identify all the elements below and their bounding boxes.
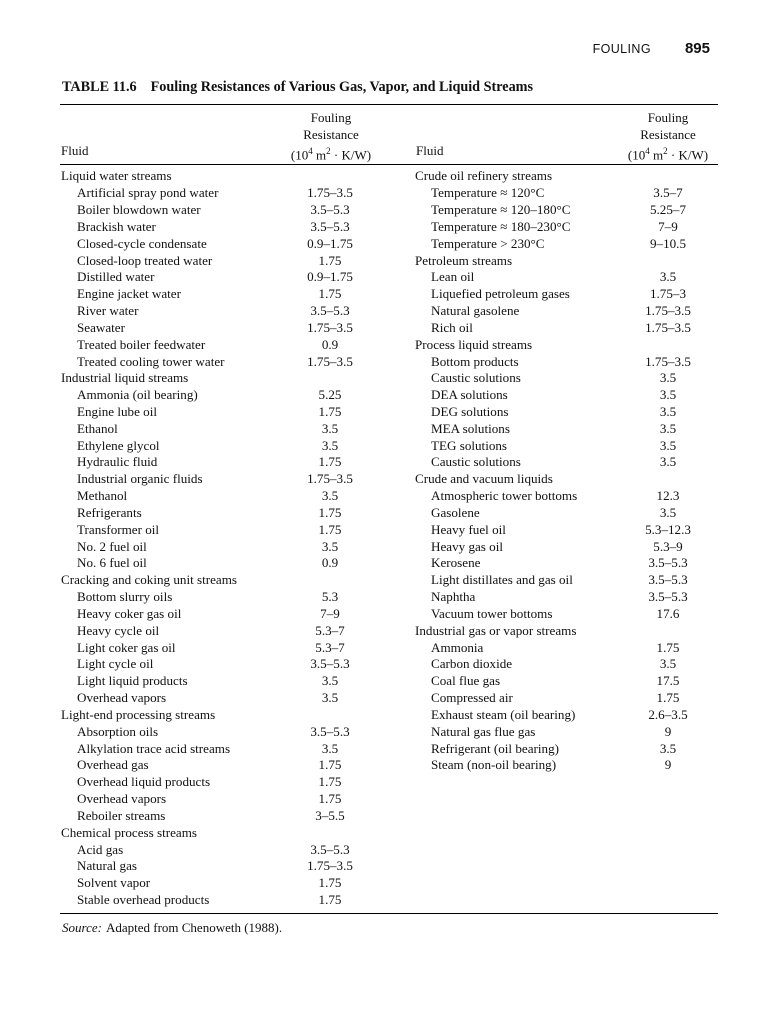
table-row bbox=[61, 286, 381, 303]
resistance-header-line1: Fouling bbox=[310, 110, 352, 125]
table-group-row bbox=[61, 370, 381, 387]
table-caption bbox=[62, 79, 710, 96]
table-row bbox=[61, 319, 381, 336]
table-row bbox=[61, 235, 381, 252]
page-number: 895 bbox=[684, 40, 710, 57]
table-row bbox=[61, 690, 381, 707]
left-column bbox=[61, 168, 381, 908]
fluid-name: Closed-cycle condensate bbox=[77, 235, 207, 251]
table-row bbox=[61, 505, 381, 522]
table-row bbox=[61, 757, 381, 774]
fluid-name: Carbon dioxide bbox=[431, 656, 513, 672]
table-row bbox=[415, 656, 720, 673]
fluid-name: Heavy gas oil bbox=[431, 538, 503, 554]
fluid-name: Coal flue gas bbox=[431, 673, 501, 689]
fouling-resistance-value: 0.9–1.75 bbox=[307, 235, 353, 251]
table-row bbox=[415, 185, 720, 202]
fluid-name: Solvent vapor bbox=[77, 875, 151, 891]
fluid-name: DEA solutions bbox=[431, 387, 508, 403]
table-row bbox=[415, 673, 720, 690]
table-group-row bbox=[415, 622, 720, 639]
table-row bbox=[415, 488, 720, 505]
fouling-resistance-value: 1.75 bbox=[656, 690, 680, 706]
fouling-resistance-value: 5.3–7 bbox=[315, 622, 345, 638]
fluid-name: Light cycle oil bbox=[77, 656, 154, 672]
table-row bbox=[415, 707, 720, 724]
fluid-name: Exhaust steam (oil bearing) bbox=[431, 706, 576, 722]
table-row bbox=[61, 202, 381, 219]
table-row bbox=[61, 875, 381, 892]
fouling-resistance-value: 1.75–3 bbox=[649, 286, 686, 302]
fouling-resistance-value: 1.75–3.5 bbox=[307, 353, 353, 369]
table-row bbox=[415, 303, 720, 320]
fouling-resistance-value: 1.75–3.5 bbox=[307, 471, 353, 487]
table-row bbox=[61, 303, 381, 320]
source-label: Source: bbox=[62, 920, 102, 935]
fouling-resistance-value: 1.75 bbox=[318, 404, 342, 419]
fluid-name: Temperature ≈ 120–180°C bbox=[431, 202, 571, 218]
fouling-resistance-value: 3.5 bbox=[321, 420, 339, 436]
fouling-resistance-value: 3.5 bbox=[321, 538, 339, 554]
resistance-header-right bbox=[613, 110, 723, 164]
fouling-resistance-value: 3.5–7 bbox=[653, 185, 683, 201]
fluid-name: Heavy fuel oil bbox=[431, 521, 506, 537]
table-row bbox=[61, 185, 381, 202]
table-row bbox=[61, 437, 381, 454]
fouling-resistance-value: 3.5–5.3 bbox=[310, 218, 350, 234]
fluid-name: Overhead vapors bbox=[77, 690, 167, 706]
table-row bbox=[61, 622, 381, 639]
table-row bbox=[61, 791, 381, 808]
fouling-resistance-value: 3.5 bbox=[659, 437, 677, 453]
fluid-name: Closed-loop treated water bbox=[77, 252, 213, 268]
fouling-resistance-value: 5.25–7 bbox=[649, 202, 686, 218]
fouling-resistance-value: 17.5 bbox=[656, 673, 680, 689]
fluid-name: Steam (non-oil bearing) bbox=[431, 757, 557, 773]
fouling-resistance-value: 3.5 bbox=[321, 740, 339, 756]
table-row bbox=[415, 505, 720, 522]
fluid-name: Lean oil bbox=[431, 269, 475, 285]
fouling-resistance-value: 0.9–1.75 bbox=[307, 269, 353, 285]
fluid-name: TEG solutions bbox=[431, 437, 508, 453]
table-row bbox=[415, 572, 720, 589]
fluid-name: Brackish water bbox=[77, 218, 156, 234]
fouling-resistance-value: 1.75 bbox=[318, 774, 342, 790]
table-row bbox=[61, 892, 381, 909]
fluid-name: Light-end processing streams bbox=[61, 706, 216, 722]
fouling-resistance-value: 7–9 bbox=[658, 218, 678, 234]
fluid-name: Natural gas bbox=[77, 858, 137, 874]
table-row bbox=[61, 269, 381, 286]
table-row bbox=[415, 521, 720, 538]
fluid-name: Cracking and coking unit streams bbox=[61, 572, 237, 588]
table-row bbox=[415, 690, 720, 707]
fluid-name: Industrial liquid streams bbox=[61, 370, 189, 386]
fouling-resistance-value: 3.5 bbox=[659, 370, 677, 386]
table-row bbox=[415, 437, 720, 454]
fouling-resistance-value: 1.75 bbox=[318, 757, 342, 773]
fluid-name: Ethylene glycol bbox=[77, 437, 160, 453]
fouling-resistance-value: 3.5–5.3 bbox=[310, 202, 350, 218]
fouling-resistance-value: 9–10.5 bbox=[649, 235, 686, 251]
fluid-name: Industrial organic fluids bbox=[77, 471, 203, 487]
fluid-name: Caustic solutions bbox=[431, 370, 521, 386]
fluid-name: Seawater bbox=[77, 319, 125, 335]
fouling-resistance-value: 5.25 bbox=[318, 387, 342, 403]
table-group-row bbox=[61, 168, 381, 185]
bottom-rule bbox=[60, 913, 718, 914]
table-row bbox=[415, 723, 720, 740]
fouling-resistance-value: 1.75 bbox=[318, 454, 342, 470]
source-note bbox=[62, 920, 282, 936]
table-number: TABLE 11.6 bbox=[62, 79, 137, 95]
table-row bbox=[415, 404, 720, 421]
table-row bbox=[415, 589, 720, 606]
fouling-resistance-value: 9 bbox=[664, 757, 672, 773]
table-row bbox=[61, 454, 381, 471]
fouling-resistance-value: 2.6–3.5 bbox=[648, 706, 688, 722]
resistance-header-left bbox=[276, 110, 386, 164]
fluid-name: Light liquid products bbox=[77, 673, 188, 689]
fouling-resistance-value: 1.75–3.5 bbox=[307, 858, 353, 874]
fluid-name: No. 2 fuel oil bbox=[77, 538, 147, 554]
fluid-name: Light coker gas oil bbox=[77, 639, 176, 655]
fluid-name: Gasolene bbox=[431, 504, 480, 520]
fouling-resistance-value: 3.5 bbox=[659, 404, 677, 419]
fluid-name: Liquefied petroleum gases bbox=[431, 286, 570, 302]
table-group-row bbox=[415, 168, 720, 185]
table-row bbox=[415, 370, 720, 387]
fluid-name: No. 6 fuel oil bbox=[77, 555, 147, 571]
fouling-resistance-value: 1.75–3.5 bbox=[645, 353, 691, 369]
table-row bbox=[415, 555, 720, 572]
fluid-name: Ethanol bbox=[77, 420, 118, 436]
fouling-resistance-value: 3.5–5.3 bbox=[310, 841, 350, 857]
fouling-resistance-value: 1.75 bbox=[318, 286, 342, 302]
fouling-resistance-value: 5.3 bbox=[321, 589, 339, 605]
fouling-resistance-value: 1.75 bbox=[318, 521, 342, 537]
table-title: Fouling Resistances of Various Gas, Vapor, and Liquid Streams bbox=[150, 79, 534, 95]
fluid-name: Industrial gas or vapor streams bbox=[415, 622, 577, 638]
table-group-row bbox=[415, 336, 720, 353]
fouling-resistance-value: 1.75–3.5 bbox=[307, 319, 353, 335]
fluid-name: Bottom slurry oils bbox=[77, 589, 173, 605]
fluid-name: Alkylation trace acid streams bbox=[77, 740, 231, 756]
table-row bbox=[61, 589, 381, 606]
right-column bbox=[415, 168, 720, 774]
fluid-name: Light distillates and gas oil bbox=[431, 572, 573, 588]
table-row bbox=[61, 673, 381, 690]
column-headers bbox=[0, 110, 768, 162]
fouling-resistance-value: 3.5 bbox=[659, 740, 677, 756]
fouling-resistance-value: 5.3–12.3 bbox=[645, 521, 691, 537]
table-group-row bbox=[61, 824, 381, 841]
fouling-resistance-value: 3.5–5.3 bbox=[310, 656, 350, 672]
resistance-header-units: ($10^4$ $m^2 \cdot K/W$) bbox=[290, 146, 372, 163]
fluid-name: Crude and vacuum liquids bbox=[415, 471, 553, 487]
source-text: Adapted from Chenoweth (1988). bbox=[105, 920, 283, 935]
fouling-resistance-value: 3.5 bbox=[659, 454, 677, 470]
table-row bbox=[61, 252, 381, 269]
resistance-header-line2: Resistance bbox=[303, 126, 359, 142]
running-head-section: FOULING bbox=[592, 42, 651, 56]
fluid-header-right: Fluid bbox=[416, 142, 444, 158]
table-row bbox=[61, 471, 381, 488]
fouling-resistance-value: 1.75 bbox=[318, 875, 342, 891]
resistance-header-line2: Resistance bbox=[640, 126, 696, 142]
fluid-name: Transformer oil bbox=[77, 521, 160, 537]
table-row bbox=[61, 488, 381, 505]
table-row bbox=[415, 319, 720, 336]
table-row bbox=[61, 404, 381, 421]
fluid-name: Refrigerants bbox=[77, 504, 142, 520]
fluid-name: Absorption oils bbox=[77, 723, 159, 739]
fouling-resistance-value: 3.5 bbox=[659, 420, 677, 436]
table-row bbox=[61, 353, 381, 370]
table-row bbox=[61, 774, 381, 791]
table-row bbox=[415, 538, 720, 555]
table-group-row bbox=[415, 252, 720, 269]
fouling-resistance-value: 1.75 bbox=[656, 639, 680, 655]
fluid-name: Refrigerant (oil bearing) bbox=[431, 740, 559, 756]
table-row bbox=[415, 202, 720, 219]
fouling-resistance-value: 17.6 bbox=[656, 605, 680, 621]
table-row bbox=[61, 606, 381, 623]
fluid-name: Process liquid streams bbox=[415, 336, 533, 352]
table-row bbox=[61, 656, 381, 673]
table-row bbox=[61, 420, 381, 437]
fouling-resistance-value: 0.9 bbox=[321, 555, 339, 571]
fluid-name: Overhead liquid products bbox=[77, 774, 211, 790]
top-rule bbox=[60, 104, 718, 105]
fluid-name: Petroleum streams bbox=[415, 252, 513, 268]
fouling-resistance-value: 3.5–5.3 bbox=[310, 723, 350, 739]
fluid-name: Stable overhead products bbox=[77, 892, 210, 908]
fouling-resistance-value: 3.5–5.3 bbox=[648, 572, 688, 588]
fluid-name: Acid gas bbox=[77, 841, 124, 857]
table-group-row bbox=[415, 471, 720, 488]
fouling-resistance-value: 9 bbox=[664, 723, 672, 739]
resistance-header-units: ($10^4$ $m^2 \cdot K/W$) bbox=[627, 146, 709, 163]
table-row bbox=[61, 858, 381, 875]
table-row bbox=[61, 807, 381, 824]
fluid-header-left: Fluid bbox=[61, 142, 89, 158]
fluid-name: Temperature > 230°C bbox=[431, 235, 545, 251]
fluid-name: Atmospheric tower bottoms bbox=[431, 488, 578, 504]
running-head bbox=[60, 40, 710, 57]
fouling-resistance-value: 3.5–5.3 bbox=[648, 555, 688, 571]
fluid-name: Kerosene bbox=[431, 555, 481, 571]
fouling-resistance-value: 1.75 bbox=[318, 252, 342, 268]
fouling-resistance-value: 3.5 bbox=[321, 690, 339, 706]
table-row bbox=[415, 235, 720, 252]
fouling-resistance-value: 3.5 bbox=[659, 504, 677, 520]
fluid-name: Engine jacket water bbox=[77, 286, 181, 302]
fouling-resistance-value: 3.5 bbox=[321, 488, 339, 504]
fluid-name: Heavy coker gas oil bbox=[77, 605, 182, 621]
fluid-name: Temperature ≈ 120°C bbox=[431, 185, 545, 201]
fluid-name: Caustic solutions bbox=[431, 454, 521, 470]
fouling-resistance-value: 3–5.5 bbox=[315, 807, 345, 823]
table-group-row bbox=[61, 707, 381, 724]
table-row bbox=[415, 353, 720, 370]
fluid-name: Bottom products bbox=[431, 353, 519, 369]
fluid-name: Boiler blowdown water bbox=[77, 202, 201, 218]
fluid-name: River water bbox=[77, 303, 139, 319]
fluid-name: Overhead vapors bbox=[77, 791, 167, 807]
fouling-resistance-value: 1.75–3.5 bbox=[307, 185, 353, 201]
table-row bbox=[415, 387, 720, 404]
fluid-name: Reboiler streams bbox=[77, 807, 166, 823]
table-row bbox=[61, 387, 381, 404]
table-row bbox=[61, 218, 381, 235]
fluid-name: Chemical process streams bbox=[61, 824, 197, 840]
fluid-name: Naphtha bbox=[431, 589, 476, 605]
fluid-name: Heavy cycle oil bbox=[77, 622, 160, 638]
table-row bbox=[61, 521, 381, 538]
fluid-name: Ammonia (oil bearing) bbox=[77, 387, 198, 403]
fouling-resistance-value: 1.75–3.5 bbox=[645, 303, 691, 319]
table-group-row bbox=[61, 572, 381, 589]
table-row bbox=[61, 538, 381, 555]
fouling-resistance-value: 3.5–5.3 bbox=[310, 303, 350, 319]
fouling-resistance-value: 3.5–5.3 bbox=[648, 589, 688, 605]
table-row bbox=[61, 336, 381, 353]
fluid-name: Distilled water bbox=[77, 269, 155, 285]
table-row bbox=[61, 841, 381, 858]
fluid-name: Methanol bbox=[77, 488, 128, 504]
fouling-resistance-value: 1.75 bbox=[318, 892, 342, 908]
fluid-name: Treated boiler feedwater bbox=[77, 336, 206, 352]
fluid-name: Engine lube oil bbox=[77, 404, 158, 419]
fluid-name: Overhead gas bbox=[77, 757, 149, 773]
fluid-name: Ammonia bbox=[431, 639, 484, 655]
table-row bbox=[415, 740, 720, 757]
table-row bbox=[61, 639, 381, 656]
table-row bbox=[415, 606, 720, 623]
fouling-resistance-value: 1.75 bbox=[318, 504, 342, 520]
fouling-resistance-value: 1.75 bbox=[318, 791, 342, 807]
fouling-resistance-value: 3.5 bbox=[321, 673, 339, 689]
resistance-header-line1: Fouling bbox=[647, 110, 689, 125]
table-row bbox=[415, 286, 720, 303]
fouling-resistance-value: 3.5 bbox=[659, 387, 677, 403]
fouling-resistance-value: 1.75–3.5 bbox=[645, 319, 691, 335]
fluid-name: MEA solutions bbox=[431, 420, 510, 436]
fluid-name: Treated cooling tower water bbox=[77, 353, 225, 369]
fluid-name: Hydraulic fluid bbox=[77, 454, 158, 470]
table-row bbox=[61, 740, 381, 757]
fouling-resistance-value: 0.9 bbox=[321, 336, 339, 352]
fluid-name: Natural gasolene bbox=[431, 303, 520, 319]
fouling-resistance-value: 3.5 bbox=[659, 656, 677, 672]
header-rule bbox=[60, 164, 718, 165]
fouling-resistance-value: 5.3–7 bbox=[315, 639, 345, 655]
table-row bbox=[415, 454, 720, 471]
table-row bbox=[415, 420, 720, 437]
fluid-name: Vacuum tower bottoms bbox=[431, 605, 553, 621]
fluid-name: Liquid water streams bbox=[61, 168, 172, 184]
fluid-name: DEG solutions bbox=[431, 404, 509, 419]
fouling-resistance-value: 5.3–9 bbox=[653, 538, 683, 554]
fluid-name: Crude oil refinery streams bbox=[415, 168, 553, 184]
table-row bbox=[415, 639, 720, 656]
table-row bbox=[61, 723, 381, 740]
fluid-name: Natural gas flue gas bbox=[431, 723, 536, 739]
table-row bbox=[415, 757, 720, 774]
fouling-resistance-value: 3.5 bbox=[659, 269, 677, 285]
table-row bbox=[61, 555, 381, 572]
fluid-name: Compressed air bbox=[431, 690, 513, 706]
table-row bbox=[415, 218, 720, 235]
fouling-resistance-value: 3.5 bbox=[321, 437, 339, 453]
fluid-name: Temperature ≈ 180–230°C bbox=[431, 218, 571, 234]
fouling-resistance-value: 7–9 bbox=[320, 605, 340, 621]
table-row bbox=[415, 269, 720, 286]
fluid-name: Rich oil bbox=[431, 319, 473, 335]
fouling-resistance-value: 12.3 bbox=[656, 488, 680, 504]
fluid-name: Artificial spray pond water bbox=[77, 185, 219, 201]
